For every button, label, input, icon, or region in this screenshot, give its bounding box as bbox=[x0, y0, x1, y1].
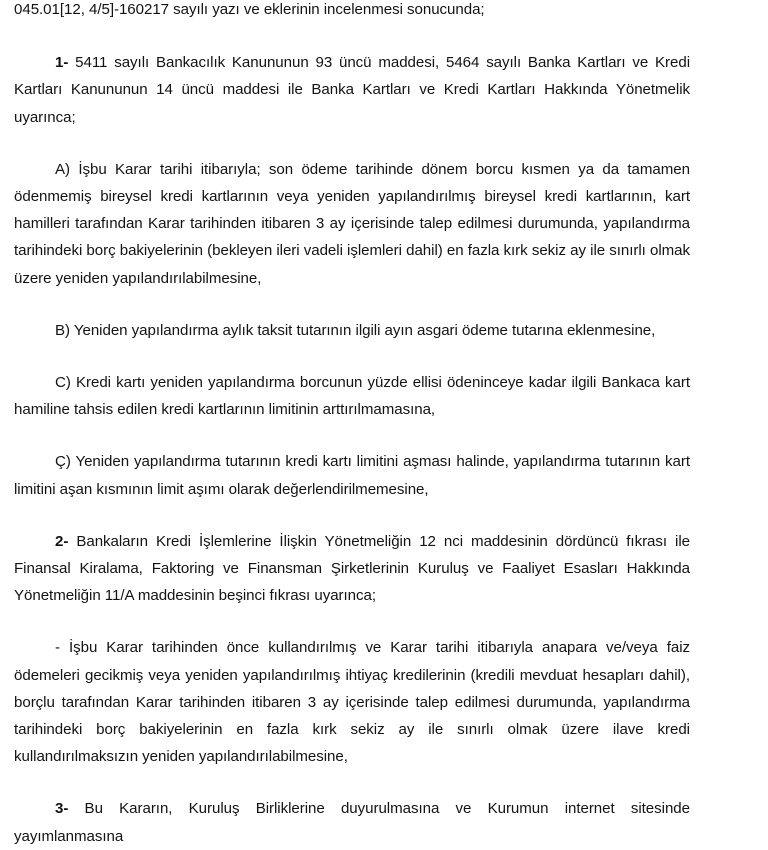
paragraph-sub-c: C) Kredi kartı yeniden yapılandırma borcunun yüzde ellisi ödeninceye kadar ilgili Bankaca kart hamiline tahsis edilen kredi kartlarının limitinin arttırılmamasına, bbox=[14, 374, 690, 419]
item-1-marker: 1- bbox=[55, 54, 69, 72]
item-3-text: Bu Kararın, Kuruluş Birliklerine duyurulmasına ve Kurumun internet sitesinde yayımlanmasına bbox=[14, 800, 690, 845]
item-2-marker: 2- bbox=[55, 532, 69, 550]
paragraph-item-1 bbox=[14, 49, 690, 131]
paragraph-item-2-dash: - İşbu Karar tarihinden önce kullandırılmış ve Karar tarihi itibarıyla anapara ve/veya faiz ödemeleri gecikmiş veya yeniden yapılandırılmış ihtiyaç kredilerinin (kredili mevduat hesapları dahil), borçlu tarafından Karar tarihinden itibaren 3 ay içerisinde talep edilmesi durumunda, yapılandırma tarihindeki borç bakiyelerinin en fazla kırk sekiz ay ile sınırlı olmak üzere ilave kredi kullandırılmaksızın yeniden yapılandırılabilmesine, bbox=[14, 639, 690, 766]
paragraph-sub-a: A) İşbu Karar tarihi itibarıyla; son ödeme tarihinde dönem borcu kısmen ya da tamamen ödenmemiş bireysel kredi kartlarının veya yeniden yapılandırılmış bireysel kredi kartlarının, kart hamilleri tarafından Karar tarihinden itibaren 3 ay içerisinde talep edilmesi durumunda, yapılandırma tarihindeki borç bakiyelerinin (bekleyen ileri vadeli işlemleri dahil) en fazla kırk sekiz ay ile sınırlı olmak üzere yeniden yapılandırılabilmesine, bbox=[14, 160, 690, 287]
item-2-text: Bankaların Kredi İşlemlerine İlişkin Yönetmeliğin 12 nci maddesinin dördüncü fıkrası ile Finansal Kiralama, Faktoring ve Finansman Şirketlerinin Kuruluş ve Faaliyet Esasları Hakkında Yönetmeliğin 11/A maddesinin beşinci fıkrası uyarınca; bbox=[14, 532, 690, 605]
paragraph-item-3 bbox=[14, 795, 690, 849]
paragraph-sub-b: B) Yeniden yapılandırma aylık taksit tutarının ilgili ayın asgari ödeme tutarına eklenmesine, bbox=[55, 321, 656, 339]
paragraph-sub-c-cedilla: Ç) Yeniden yapılandırma tutarının kredi kartı limitini aşması halinde, yapılandırma tutarının kart limitini aşan kısmının limit aşımı olarak değerlendirilmemesine, bbox=[14, 453, 690, 498]
item-3-marker: 3- bbox=[55, 800, 69, 818]
paragraph-item-2 bbox=[14, 528, 690, 610]
item-1-text: 5411 sayılı Bankacılık Kanununun 93 üncü maddesi, 5464 sayılı Banka Kartları ve Kredi Kartları Kanununun 14 üncü maddesi ile Banka Kartları ve Kredi Kartları Hakkında Yönetmelik uyarınca; bbox=[14, 54, 690, 126]
intro-line: 045.01[12, 4/5]-160217 sayılı yazı ve eklerinin incelenmesi sonucunda; bbox=[14, 1, 485, 18]
